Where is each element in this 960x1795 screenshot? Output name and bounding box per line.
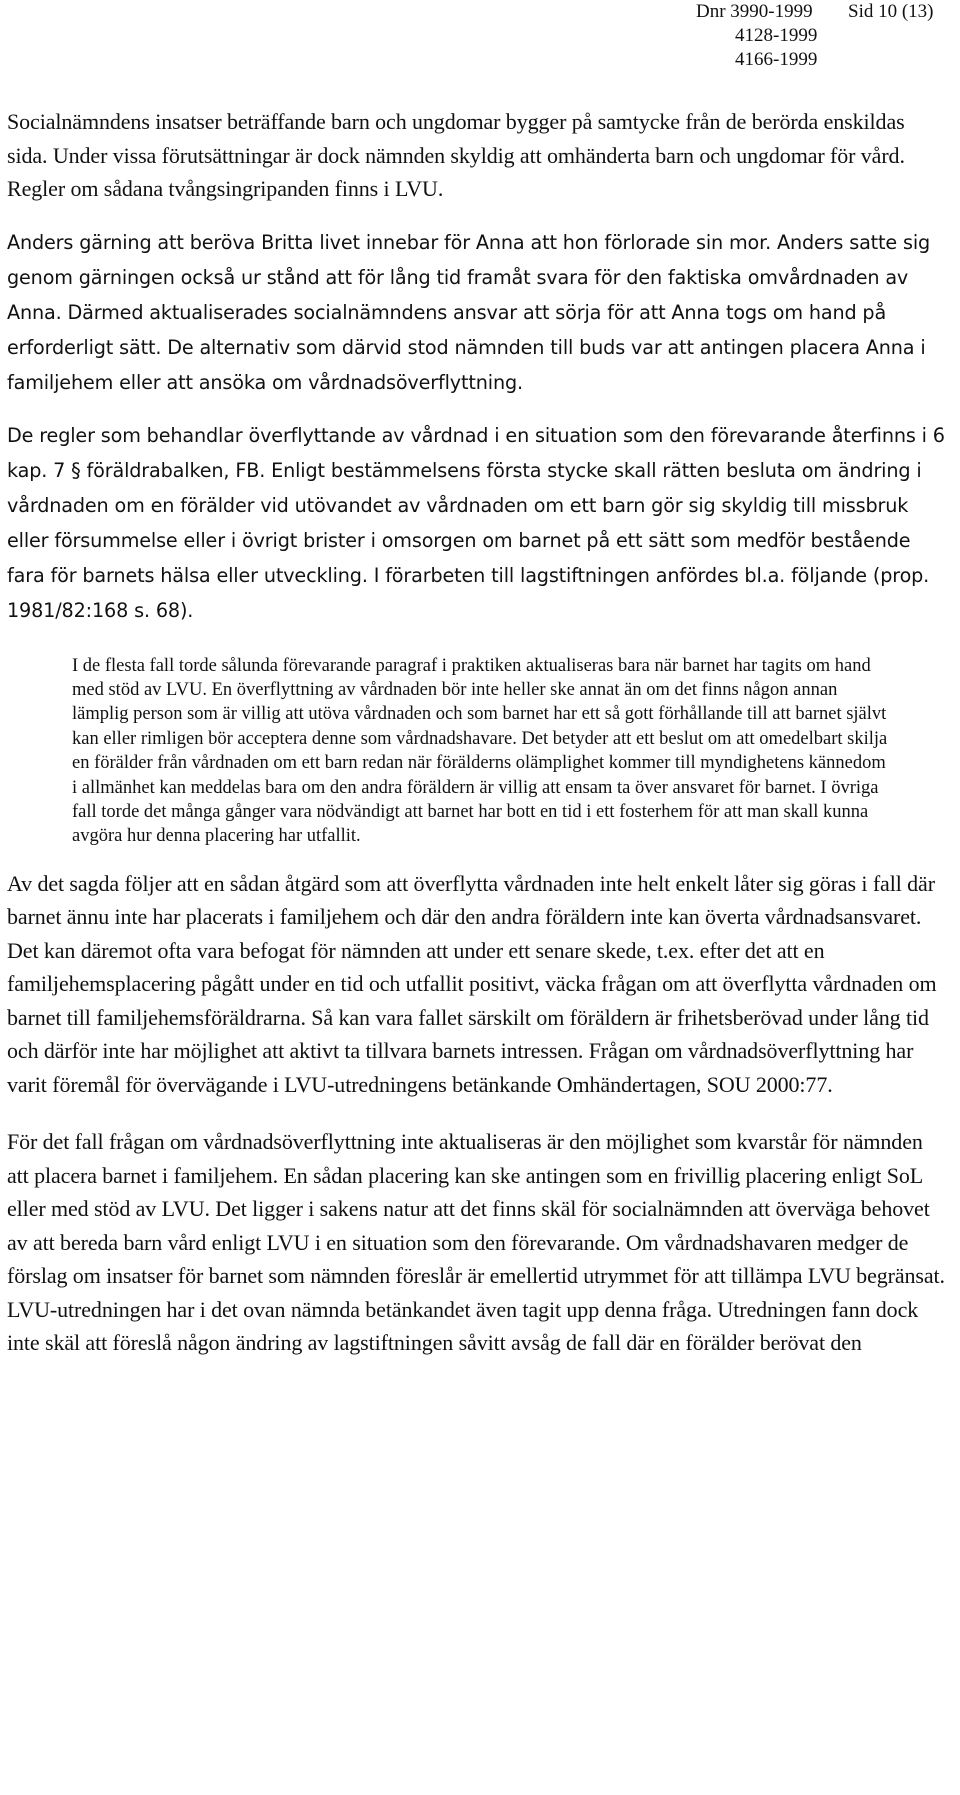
paragraph: För det fall frågan om vårdnadsöverflyttning inte aktualiseras är den möjlighet som kvarstår för nämnden att placera barnet i familjehem. En sådan placering kan ske antingen som en frivillig placering enligt SoL eller med stöd av LVU. Det ligger i sakens natur att det finns skäl för socialnämnden att överväga behovet av att bereda barn vård enligt LVU i en situation som den förevarande. Om vårdnadshavaren medger de förslag om insatser för barnet som nämnden föreslår är emellertid utrymmet för att tillämpa LVU begränsat. LVU-utredningen har i det ovan nämnda betänkandet även tagit upp denna fråga. Utredningen fann dock inte skäl att föreslå någon ändring av lagstiftningen såvitt avsåg de fall där en förälder berövat den bbox=[7, 1129, 945, 1356]
paragraph: Socialnämndens insatser beträffande barn och ungdomar bygger på samtycke från de berörda enskildas sida. Under vissa förutsättningar är dock nämnden skyldig att omhänderta barn och ungdomar för vård. Regler om sådana tvångsingripanden finns i LVU. bbox=[7, 109, 905, 201]
case-number: 4128-1999 bbox=[735, 25, 818, 46]
diary-number: Dnr 3990-1999 bbox=[696, 1, 813, 22]
paragraph: Anders gärning att beröva Britta livet innebar för Anna att hon förlorade sin mor. Anders satte sig genom gärningen också ur stånd att för lång tid framåt svara för den faktiska omvårdnaden av Anna. Därmed aktualiserades socialnämndens ansvar att sörja för att Anna togs om hand på erforderligt sätt. De alternativ som därvid stod nämnden till buds var att antingen placera Anna i familjehem eller att ansöka om vårdnadsöverflyttning. bbox=[7, 230, 931, 394]
paragraph: De regler som behandlar överflyttande av vårdnad i en situation som den förevarande återfinns i 6 kap. 7 § föräldrabalken, FB. Enligt bestämmelsens första stycke skall rätten besluta om ändring i vårdnaden om en förälder vid utövandet av vårdnaden om ett barn gör sig skyldig till missbruk eller försummelse eller i övrigt brister i omsorgen om barnet på ett sätt som medför bestående fara för barnets hälsa eller utveckling. I förarbeten till lagstiftningen anfördes bl.a. följande (prop. 1981/82:168 s. 68). bbox=[7, 423, 945, 622]
page-number: Sid 10 (13) bbox=[848, 1, 934, 22]
paragraph: Av det sagda följer att en sådan åtgärd som att överflytta vårdnaden inte helt enkelt låter sig göras i fall där barnet ännu inte har placerats i familjehem och där den andra föräldern inte kan överta vårdnadsansvaret. Det kan däremot ofta vara befogat för nämnden att under ett senare skede, t.ex. efter det att en familjehemsplacering pågått under en tid och utfallit positivt, väcka frågan om att överflytta vårdnaden om barnet till familjehemsföräldrarna. Så kan vara fallet särskilt om föräldern är frihetsberövad under lång tid och därför inte har möjlighet att aktivt ta tillvara barnets intressen. Frågan om vårdnadsöverflyttning har varit föremål för övervägande i LVU-utredningens betänkande Omhändertagen, SOU 2000:77. bbox=[7, 870, 937, 1097]
case-number: 4166-1999 bbox=[735, 49, 818, 70]
document-body bbox=[7, 105, 947, 1360]
block-quote: I de flesta fall torde sålunda förevarande paragraf i praktiken aktualiseras bara när barnet har tagits om hand med stöd av LVU. En överflyttning av vårdnaden bör inte heller ske annat än om det finns någon annan lämplig person som är villig att utöva vårdnaden och som barnet har ett så gott förhållande till att barnet självt kan eller rimligen bör acceptera denne som vårdnadshavare. Det betyder att ett beslut om att omedelbart skilja en förälder från vårdnaden om ett barn redan när förälderns olämplighet kommer till myndighetens kännedom i allmänhet kan meddelas bara om den andra föräldern är villig att ensam ta över ansvaret för barnet. I övriga fall torde det många gånger vara nödvändigt att barnet har bott en tid i ett fosterhem för att man skall kunna avgöra hur denna placering har utfallit. bbox=[72, 655, 888, 847]
